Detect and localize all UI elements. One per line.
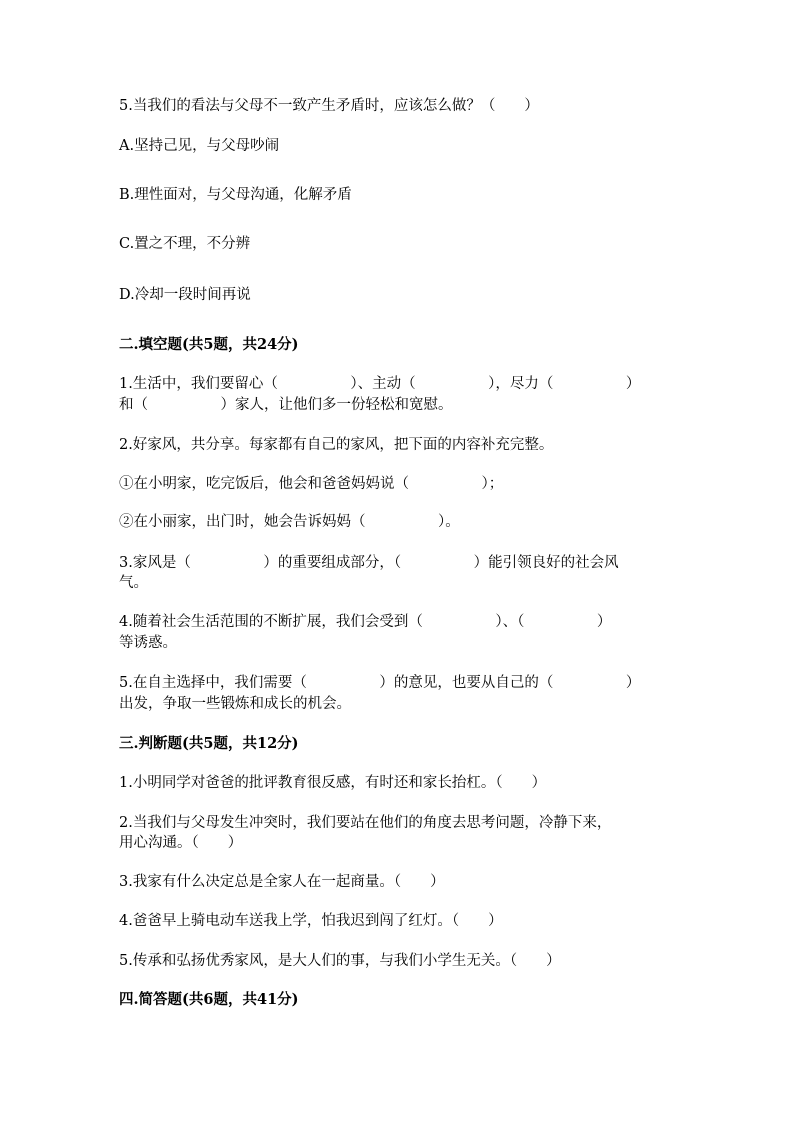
option-a: A.坚持己见，与父母吵闹: [119, 138, 280, 154]
judge-question-line: 3.我家有什么决定总是全家人在一起商量。（ ）: [119, 874, 445, 890]
fill-question-line: ①在小明家，吃完饭后，他会和爸爸妈妈说（ ）；: [119, 476, 504, 492]
option-b: B.理性面对，与父母沟通，化解矛盾: [119, 187, 352, 203]
fill-question-line: 3.家风是（ ）的重要组成部分，（ ）能引领良好的社会风: [119, 555, 619, 571]
judge-question-line: 1.小明同学对爸爸的批评教育很反感，有时还和家长抬杠。（ ）: [119, 775, 547, 791]
fill-question-line: 和（ ）家人，让他们多一份轻松和宽慰。: [119, 397, 453, 413]
fill-question-line: 1.生活中，我们要留心（ ）、主动（ ），尽力（ ）: [119, 376, 641, 392]
judge-question-line: 用心沟通。（ ）: [119, 835, 243, 851]
fill-question-line: 5.在自主选择中，我们需要（ ）的意见，也要从自己的（ ）: [119, 675, 641, 691]
section-heading-judge: 三.判断题(共5题，共12分): [119, 735, 299, 752]
fill-question-line: 出发，争取一些锻炼和成长的机会。: [119, 696, 351, 712]
fill-question-line: ②在小丽家，出门时，她会告诉妈妈（ ）。: [119, 514, 460, 530]
judge-question-line: 2.当我们与父母发生冲突时，我们要站在他们的角度去思考问题，冷静下来，: [119, 815, 612, 831]
fill-question-line: 气。: [119, 575, 148, 591]
fill-question-line: 等诱惑。: [119, 635, 177, 651]
judge-question-line: 5.传承和弘扬优秀家风，是大人们的事，与我们小学生无关。（ ）: [119, 953, 561, 969]
question-stem: 5.当我们的看法与父母不一致产生矛盾时，应该怎么做？（ ）: [119, 98, 539, 114]
fill-question-line: 4.随着社会生活范围的不断扩展，我们会受到（ ）、（ ）: [119, 614, 612, 630]
option-d: D.冷却一段时间再说: [119, 287, 251, 303]
judge-question-line: 4.爸爸早上骑电动车送我上学，怕我迟到闯了红灯。（ ）: [119, 913, 503, 929]
section-heading-short-answer: 四.简答题(共6题，共41分): [119, 991, 299, 1008]
section-heading-fill: 二.填空题(共5题，共24分): [119, 336, 299, 353]
option-c: C.置之不理，不分辨: [119, 236, 251, 252]
fill-question-line: 2.好家风，共分享。每家都有自己的家风，把下面的内容补充完整。: [119, 437, 554, 453]
